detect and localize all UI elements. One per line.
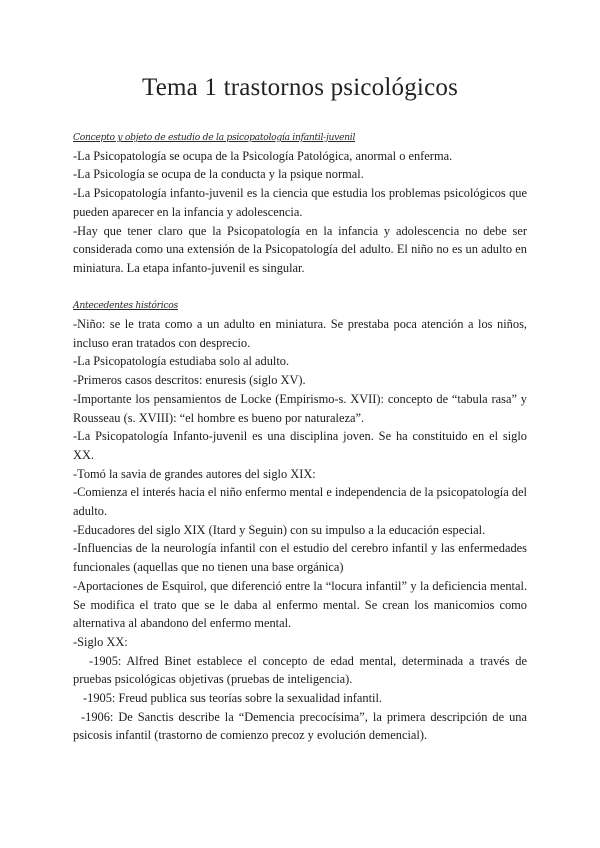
document-title: Tema 1 trastornos psicológicos [142,74,458,101]
paragraph: -1905: Alfred Binet establece el concepto de edad mental, determinada a través de pruebas psicológicas objetivas (pruebas de inteligencia). [73,653,527,687]
section-heading-concepto: Concepto y objeto de estudio de la psicopatología infantil-juvenil [73,132,356,143]
paragraph: -La Psicopatología Infanto-juvenil es una disciplina joven. Se ha constituido en el siglo XX. [73,429,527,462]
document-body [73,128,527,745]
paragraph: -Siglo XX: [73,634,128,649]
paragraph: -1906: De Sanctis describe la “Demencia precocísima”, la primera descripción de una psicosis infantil (trastorno de comienzo precoz y evolución demencial). [73,709,527,743]
paragraph: -La Psicopatología se ocupa de la Psicología Patológica, anormal o enferma. [73,148,453,163]
paragraph: -Aportaciones de Esquirol, que diferenció entre la “locura infantil” y la deficiencia mental. Se modifica el trato que se le daba al enfermo mental. Se crean los manicomios como alternativa al abandono del enfermo mental. [73,578,527,631]
paragraph: -La Psicopatología estudiaba solo al adulto. [73,354,290,369]
paragraph: -Educadores del siglo XIX (Itard y Seguin) con su impulso a la educación especial. [73,522,486,537]
paragraph: -1905: Freud publica sus teorías sobre la sexualidad infantil. [83,691,383,706]
paragraph: -La Psicopatología infanto-juvenil es la ciencia que estudia los problemas psicológicos que pueden aparecer en la infancia y adolescencia. [73,186,527,219]
paragraph: -Influencias de la neurología infantil con el estudio del cerebro infantil y las enfermedades funcionales (aquellas que no tienen una base orgánica) [73,541,527,575]
paragraph: -Comienza el interés hacia el niño enfermo mental e independencia de la psicopatología del adulto. [73,485,527,519]
paragraph: -Niño: se le trata como a un adulto en miniatura. Se prestaba poca atención a los niños, incluso eran tratados con desprecio. [73,316,527,350]
paragraph: -La Psicología se ocupa de la conducta y la psique normal. [73,167,364,182]
paragraph: -Primeros casos descritos: enuresis (siglo XV). [73,373,306,388]
paragraph: -Hay que tener claro que la Psicopatología en la infancia y adolescencia no debe ser considerada como una extensión de la Psicopatología del adulto. El niño no es un adulto en miniatura. La etapa infanto-juvenil es singular. [73,223,527,275]
section-spacer [73,278,527,297]
paragraph: -Importante los pensamientos de Locke (Empirismo-s. XVII): concepto de “tabula rasa” y Rousseau (s. XVIII): “el hombre es bueno por naturaleza”. [73,391,527,425]
section-heading-antecedentes: Antecedentes históricos [73,300,178,312]
paragraph: -Tomó la savia de grandes autores del siglo XIX: [73,466,316,481]
